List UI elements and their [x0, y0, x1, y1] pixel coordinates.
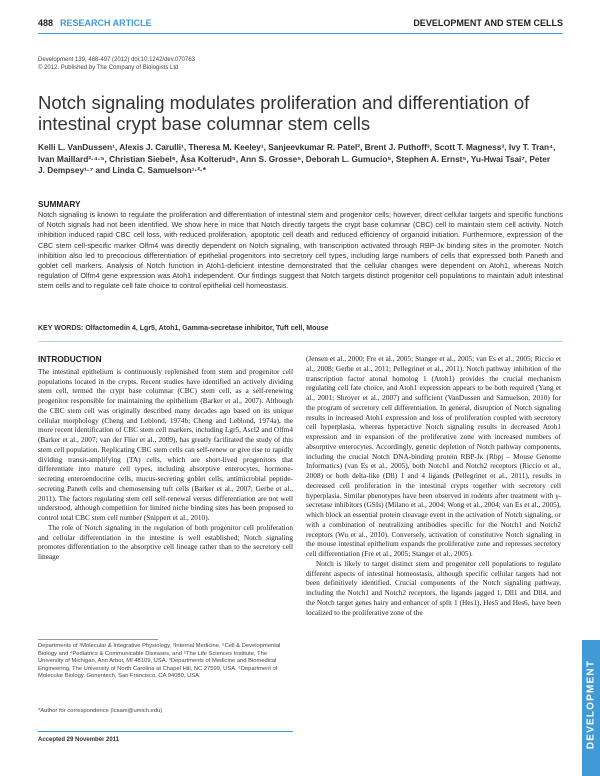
affiliations: Departments of ¹Molecular & Integrative Physiology, ²Internal Medicine, ⁵Cell & Developmental Biology and ⁴Pediatrics & Communicable Diseases, and ⁵The Life Sciences Institute, The University of Michigan, Ann Arbor, MI 48109, USA. ³Departments of Medicine and Biomedical Engineering, The University of North Carolina at Chapel Hill, NC 27599, USA. ⁶Department of Molecular Biology, Genentech, San Francisco, CA 94080, USA.	[38, 643, 281, 680]
section-label: RESEARCH ARTICLE	[60, 18, 152, 28]
header-rule	[38, 33, 563, 34]
footnote-rule	[38, 639, 158, 640]
introduction-heading: INTRODUCTION	[38, 354, 102, 364]
intro-paragraph-2: The role of Notch signaling in the regulation of both progenitor cell proliferation and cellular differentiation in the intestine is well established; Notch signaling promotes differentiation to the absorptive cell lineage rather than to the secretory cell lineage	[38, 522, 293, 561]
page-header	[38, 18, 563, 34]
left-column	[38, 355, 293, 562]
journal-sidebar-tab	[582, 640, 600, 776]
article-title: Notch signaling modulates proliferation and differentiation of intestinal crypt base columnar stem cells	[38, 92, 530, 134]
keywords: KEY WORDS: Olfactomedin 4, Lgr5, Atoh1, Gamma-secretase inhibitor, Tuft cell, Mouse	[38, 325, 329, 332]
author-list: Kelli L. VanDussen¹, Alexis J. Carulli¹, Theresa M. Keeley¹, Sanjeevkumar R. Patel², Brent J. Puthoff³, Scott T. Magness³, Ivy T. Tran⁴, Ivan Maillard²·⁴·⁵, Christian Siebel⁶, Åsa Kolterud⁵, Ann S. Grosse⁵, Deborah L. Gumucio⁵, Stephen A. Ernst⁵, Yu-Hwai Tsai⁷, Peter J. Dempsey¹·⁷ and Linda C. Samuelson¹·²·*	[38, 142, 556, 175]
intro-paragraph-3: (Jensen et al., 2000; Fre et al., 2005; Stanger et al., 2005; van Es et al., 2005; Riccio et al., 2008; Gerbe et al., 2011; Pellegrinet et al., 2011). Notch pathway inhibition of the transcription factor atonal homolog 1 (Atoh1) provides the crucial mechanism regulating cell fate choice, and Atoh1 expression appears to be both required (Yang et al., 2001; Shroyer et al., 2007) and sufficient (VanDussen and Samuelson, 2010) for the program of secretory cell differentiation. In general, disruption of Notch signaling results in increased Atoh1 expression and loss of proliferation coupled with secretory cell hyperplasia, whereas hyperactive Notch signaling results in decreased Atoh1 expression and in expansion of the proliferative zone with increased numbers of absorptive enterocytes. Accordingly, genetic depletion of Notch pathway components, including the crucial Notch DNA-binding protein RBP-Jκ (Rbpj – Mouse Genome Informatics) (van Es et al., 2005), both Notch1 and Notch2 receptors (Riccio et al., 2008) or both delta-like (Dll) 1 and 4 ligands (Pellegrinet et al., 2011), results in decreased cell proliferation in the intestinal crypts together with secretory cell hyperplasia. Similar phenotypes have been observed in rodents after treatment with γ-secretase inhibitors (GSIs) (Milano et al., 2004; Wong et al., 2004; van Es et al., 2005), which block an essential protein cleavage event in the activation of Notch signaling, or with a combination of neutralizing antibodies specific for the Notch1 and Notch2 receptors (Wu et al., 2010). Conversely, activation of constitutive Notch signaling in the mouse intestinal epithelium expands the proliferative zone and represses secretory cell differentiation (Fre et al., 2005; Stanger et al., 2005).	[306, 354, 561, 558]
correspondence: *Author for correspondence (lcsam@umich.edu)	[38, 708, 163, 714]
page-number: 488	[38, 18, 54, 28]
sidebar-label: DEVELOPMENT	[585, 659, 597, 750]
journal-section: DEVELOPMENT AND STEM CELLS	[413, 18, 563, 28]
article-meta	[38, 56, 195, 72]
accepted-date: Accepted 29 November 2011	[38, 737, 120, 743]
citation: Development 139, 488-497 (2012) doi:10.1242/dev.070763	[38, 57, 196, 63]
right-column	[306, 354, 561, 617]
copyright: © 2012. Published by The Company of Biologists Ltd	[38, 65, 179, 71]
summary-text: Notch signaling is known to regulate the proliferation and differentiation of intestinal stem and progenitor cells; however, direct cellular targets and specific functions of Notch signals had not been identified. We show here in mice that Notch directly targets the crypt base columnar (CBC) cell to maintain stem cell activity. Notch inhibition induced rapid CBC cell loss, with reduced proliferation, apoptotic cell death and reduced efficiency of organoid initiation. Furthermore, expression of the CBC stem cell-specific marker Olfm4 was directly dependent on Notch signaling, with transcription activated through RBP-Jκ binding sites in the promoter. Notch inhibition also led to precocious differentiation of epithelial progenitors into secretory cell types, including large numbers of cells that expressed both Paneth and goblet cell markers. Analysis of Notch function in Atoh1-deficient intestine demonstrated that the cellular changes were dependent on Atoh1, whereas Notch regulation of Olfm4 gene expression was Atoh1 independent. Our findings suggest that Notch targets distinct progenitor cell populations to maintain adult intestinal stem cells and to regulate cell fate choice to control epithelial cell homeostasis.	[38, 210, 563, 291]
intro-paragraph-4: Notch is likely to target distinct stem and progenitor cell populations to regulate different aspects of intestinal homeostasis, although specific cellular targets had not been definitively identified. Crucial components of the Notch signaling pathway, including the Notch1 and Notch2 receptors, the ligands jagged 1, Dll1 and Dll4, and the Notch target genes hairy and enhancer of split 1 (Hes1), Hes5 and Hes6, have been localized to the proliferative zone of the	[306, 558, 561, 617]
accepted-rule	[38, 731, 293, 732]
intro-paragraph-1: The intestinal epithelium is continuously replenished from stem and progenitor cell populations located in the crypts. Recent studies have identified an actively dividing stem cell, termed the crypt base columnar (CBC) stem cell, as a self-renewing progenitor responsible for maintaining the epithelium (Barker et al., 2007). Although the CBC stem cell was originally described many decades ago based on its unique cellular morphology (Cheng and Leblond, 1974b; Cheng and Leblond, 1974a), the more recent identification of CBC stem cell markers, including Lgr5, Ascl2 and Olfm4 (Barker et al., 2007; van der Flier et al., 2009), has greatly facilitated the study of this stem cell population. Replicating CBC stem cells can self-renew or give rise to rapidly dividing transit-amplifying (TA) cells, which are short-lived progenitors that differentiate into mature cell types, including absorptive enterocytes, hormone-secreting enteroendocrine cells, mucus-secreting goblet cells, antimicrobial peptide-secreting Paneth cells and chemosensing tuft cells (Barker et al., 2007; Gerbe et al., 2011). The factors regulating stem cell self-renewal versus differentiation are not well understood, although competition for limited niche binding sites has been proposed to control total CBC stem cell number (Snippert et al., 2010).	[38, 366, 293, 522]
keywords-rule	[38, 341, 563, 342]
summary-heading: SUMMARY	[38, 199, 81, 209]
